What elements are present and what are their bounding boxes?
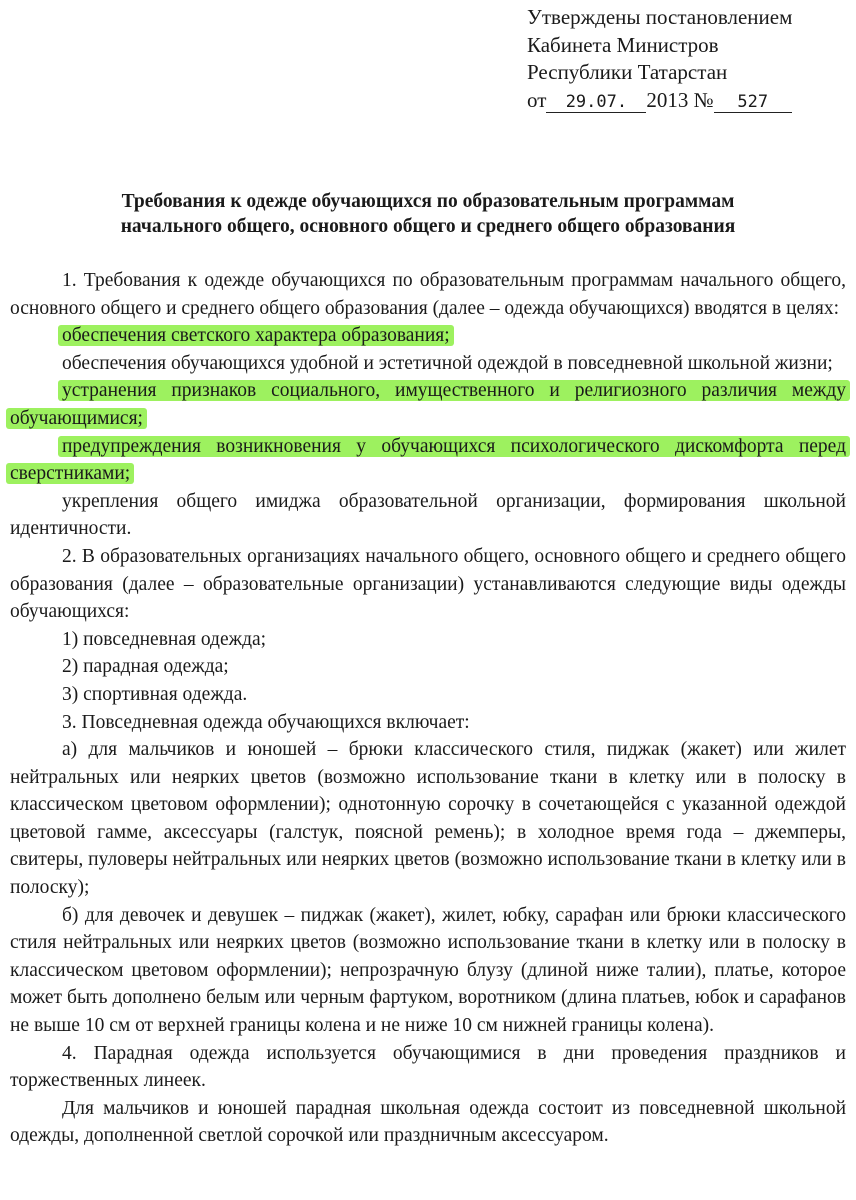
paragraph-4: 4. Парадная одежда используется обучающимися в дни проведения праздников и торжественных линеек.: [10, 1042, 846, 1092]
approval-prefix: от: [527, 87, 547, 112]
approval-stamp: [527, 4, 792, 114]
goal-4: [10, 433, 846, 488]
document-title: [0, 189, 856, 239]
highlighted-text: устранения признаков социального, имущественного и религиозного различия между обучающимися;: [6, 380, 850, 429]
approval-date-line: [527, 87, 792, 115]
approval-number: 527: [714, 92, 792, 113]
kind-2: 2) парадная одежда;: [62, 656, 229, 678]
approval-line-2: Кабинета Министров: [527, 32, 719, 57]
approval-date: 29.07.: [546, 92, 646, 113]
highlighted-text: обеспечения светского характера образования;: [58, 325, 454, 346]
title-line-2: начального общего, основного общего и среднего общего образования: [120, 216, 736, 237]
paragraph-3a: а) для мальчиков и юношей – брюки классического стиля, пиджак (жакет) или жилет нейтральных или неярких цветов (возможно использование ткани в клетку или в полоску в классическом цветовом оформлении); однотонную сорочку в сочетающейся с указанной одеждой цветовой гамме, аксессуары (галстук, поясной ремень); в холодное время года – джемперы, свитеры, пуловеры нейтральных или неярких цветов (возможно использование ткани в клетку или в полоску);: [10, 739, 846, 899]
paragraph-2: 2. В образовательных организациях начального общего, основного общего и среднего общего образования (далее – образовательные организации) устанавливаются следующие виды одежды обучающихся:: [10, 545, 846, 623]
approval-number-sign: №: [693, 87, 714, 112]
highlighted-text: предупреждения возникновения у обучающихся психологического дискомфорта перед сверстниками;: [6, 436, 850, 485]
goal-3: [10, 377, 846, 432]
paragraph-3: 3. Повседневная одежда обучающихся включает:: [62, 711, 470, 733]
document-body: [10, 267, 846, 1150]
paragraph-4a: Для мальчиков и юношей парадная школьная одежда состоит из повседневной школьной одежды, дополненной светлой сорочкой или праздничным аксессуаром.: [10, 1097, 846, 1147]
approval-year: 2013: [646, 87, 689, 112]
goal-1: [10, 322, 846, 350]
goal-5: укрепления общего имиджа образовательной организации, формирования школьной идентичности.: [10, 490, 846, 540]
approval-line-1: Утверждены постановлением: [527, 5, 793, 29]
paragraph-1: 1. Требования к одежде обучающихся по образовательным программам начального общего, основного общего и среднего общего образования (далее – одежда обучающихся) вводятся в целях:: [10, 270, 846, 319]
goal-2: обеспечения обучающихся удобной и эстетичной одеждой в повседневной школьной жизни;: [62, 352, 833, 374]
paragraph-3b: б) для девочек и девушек – пиджак (жакет), жилет, юбку, сарафан или брюки классического стиля нейтральных или неярких цветов (возможно использование ткани в клетку или в полоску в классическом цветовом оформлении); непрозрачную блузу (длиной ниже талии), платье, которое может быть дополнено белым или черным фартуком, воротником (длина платьев, юбок и сарафанов не выше 10 см от верхней границы колена и не ниже 10 см нижней границы колена).: [10, 904, 846, 1037]
kind-3: 3) спортивная одежда.: [62, 683, 248, 705]
approval-line-3: Республики Татарстан: [527, 60, 728, 84]
kind-1: 1) повседневная одежда;: [62, 628, 267, 650]
title-line-1: Требования к одежде обучающихся по образовательным программам: [121, 191, 735, 212]
